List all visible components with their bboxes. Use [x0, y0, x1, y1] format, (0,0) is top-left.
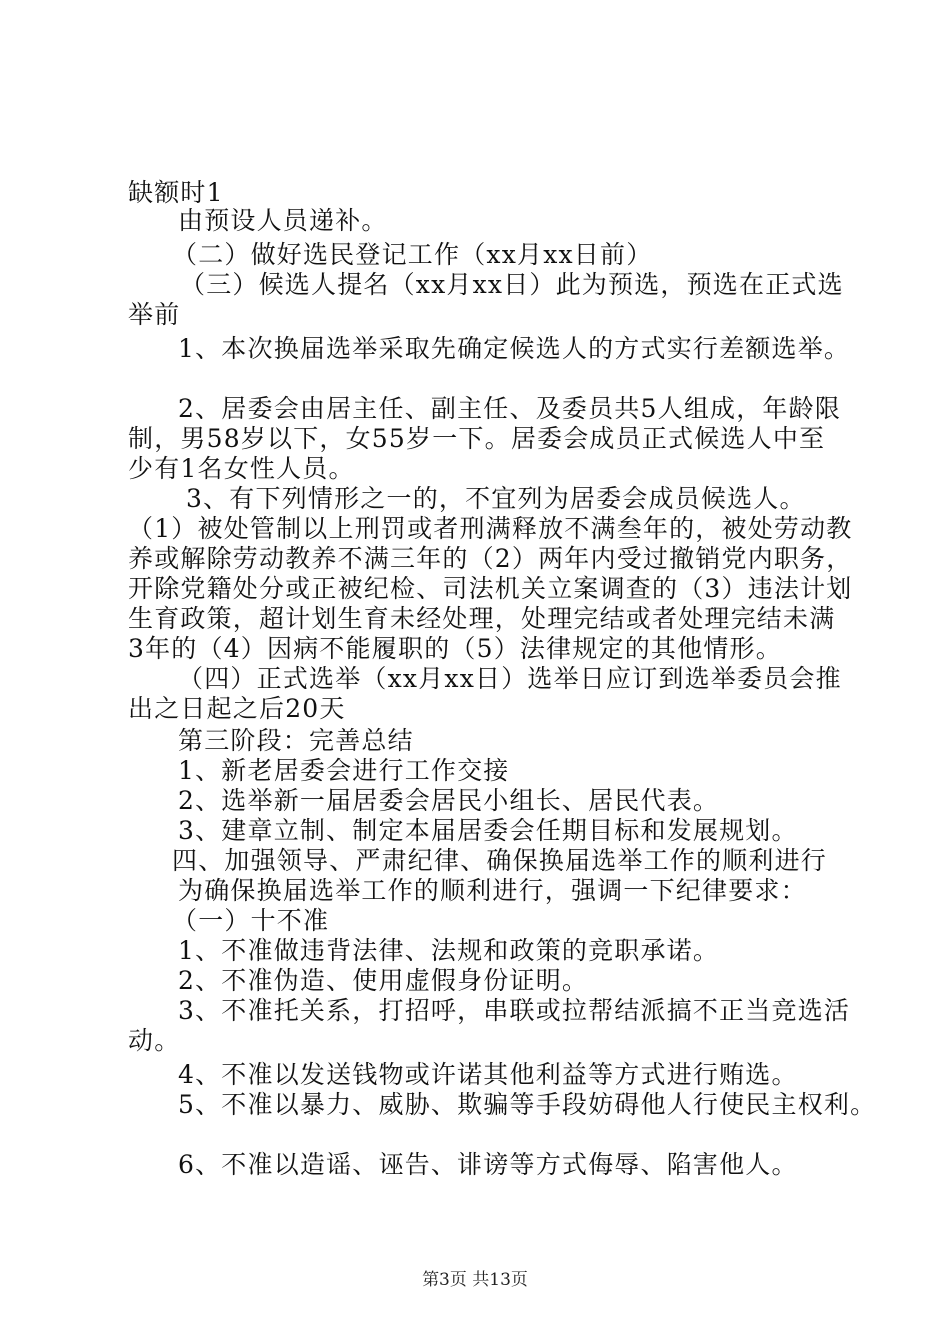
text-line: 3、建章立制、制定本届居委会任期目标和发展规划。 — [178, 816, 798, 845]
text-line: 6、不准以造谣、诬告、诽谤等方式侮辱、陷害他人。 — [178, 1150, 798, 1179]
text-line: 制，男58岁以下，女55岁一下。居委会成员正式候选人中至 — [128, 424, 826, 453]
page-number: 第3页 共13页 — [422, 1270, 528, 1290]
text-line: 4、不准以发送钱物或许诺其他利益等方式进行贿选。 — [178, 1060, 798, 1089]
text-line: 3、有下列情形之一的，不宜列为居委会成员候选人。 — [186, 484, 806, 513]
text-line: 养或解除劳动教养不满三年的（2）两年内受过撤销党内职务， — [128, 544, 853, 573]
subsection-heading: （一）十不准 — [172, 906, 330, 935]
text-line: 1、本次换届选举采取先确定候选人的方式实行差额选举。 — [178, 334, 851, 363]
text-line: （1）被处管制以上刑罚或者刑满释放不满叁年的，被处劳动教 — [128, 514, 853, 543]
text-line: 3年的（4）因病不能履职的（5）法律规定的其他情形。 — [128, 634, 782, 663]
text-line: （二）做好选民登记工作（xx月xx日前） — [172, 240, 653, 269]
text-line: （三）候选人提名（xx月xx日）此为预选，预选在正式选 — [180, 270, 844, 299]
text-line: 由预设人员递补。 — [178, 206, 388, 235]
section-heading: 第三阶段：完善总结 — [178, 726, 414, 755]
text-line: 开除党籍处分或正被纪检、司法机关立案调查的（3）违法计划 — [128, 574, 853, 603]
text-line: 3、不准托关系，打招呼，串联或拉帮结派搞不正当竞选活 — [178, 996, 851, 1025]
text-line: 2、不准伪造、使用虚假身份证明。 — [178, 966, 589, 995]
text-line: 1、新老居委会进行工作交接 — [178, 756, 510, 785]
text-line: 2、居委会由居主任、副主任、及委员共5人组成，年龄限 — [178, 394, 842, 423]
text-line: 1、不准做违背法律、法规和政策的竞职承诺。 — [178, 936, 720, 965]
text-line: 缺额时1 — [128, 178, 224, 207]
text-line: 举前 — [128, 300, 181, 329]
section-heading: 四、加强领导、严肃纪律、确保换届选举工作的顺利进行 — [172, 846, 828, 875]
text-line: 为确保换届选举工作的顺利进行，强调一下纪律要求： — [178, 876, 807, 905]
text-line: 生育政策，超计划生育未经处理，处理完结或者处理完结未满 — [128, 604, 836, 633]
text-line: 5、不准以暴力、威胁、欺骗等手段妨碍他人行使民主权利。 — [178, 1090, 877, 1119]
text-line: （四）正式选举（xx月xx日）选举日应订到选举委员会推 — [178, 664, 842, 693]
text-line: 出之日起之后20天 — [128, 694, 346, 723]
text-line: 2、选举新一届居委会居民小组长、居民代表。 — [178, 786, 720, 815]
text-line: 少有1名女性人员。 — [128, 454, 355, 483]
text-line: 动。 — [128, 1026, 181, 1055]
